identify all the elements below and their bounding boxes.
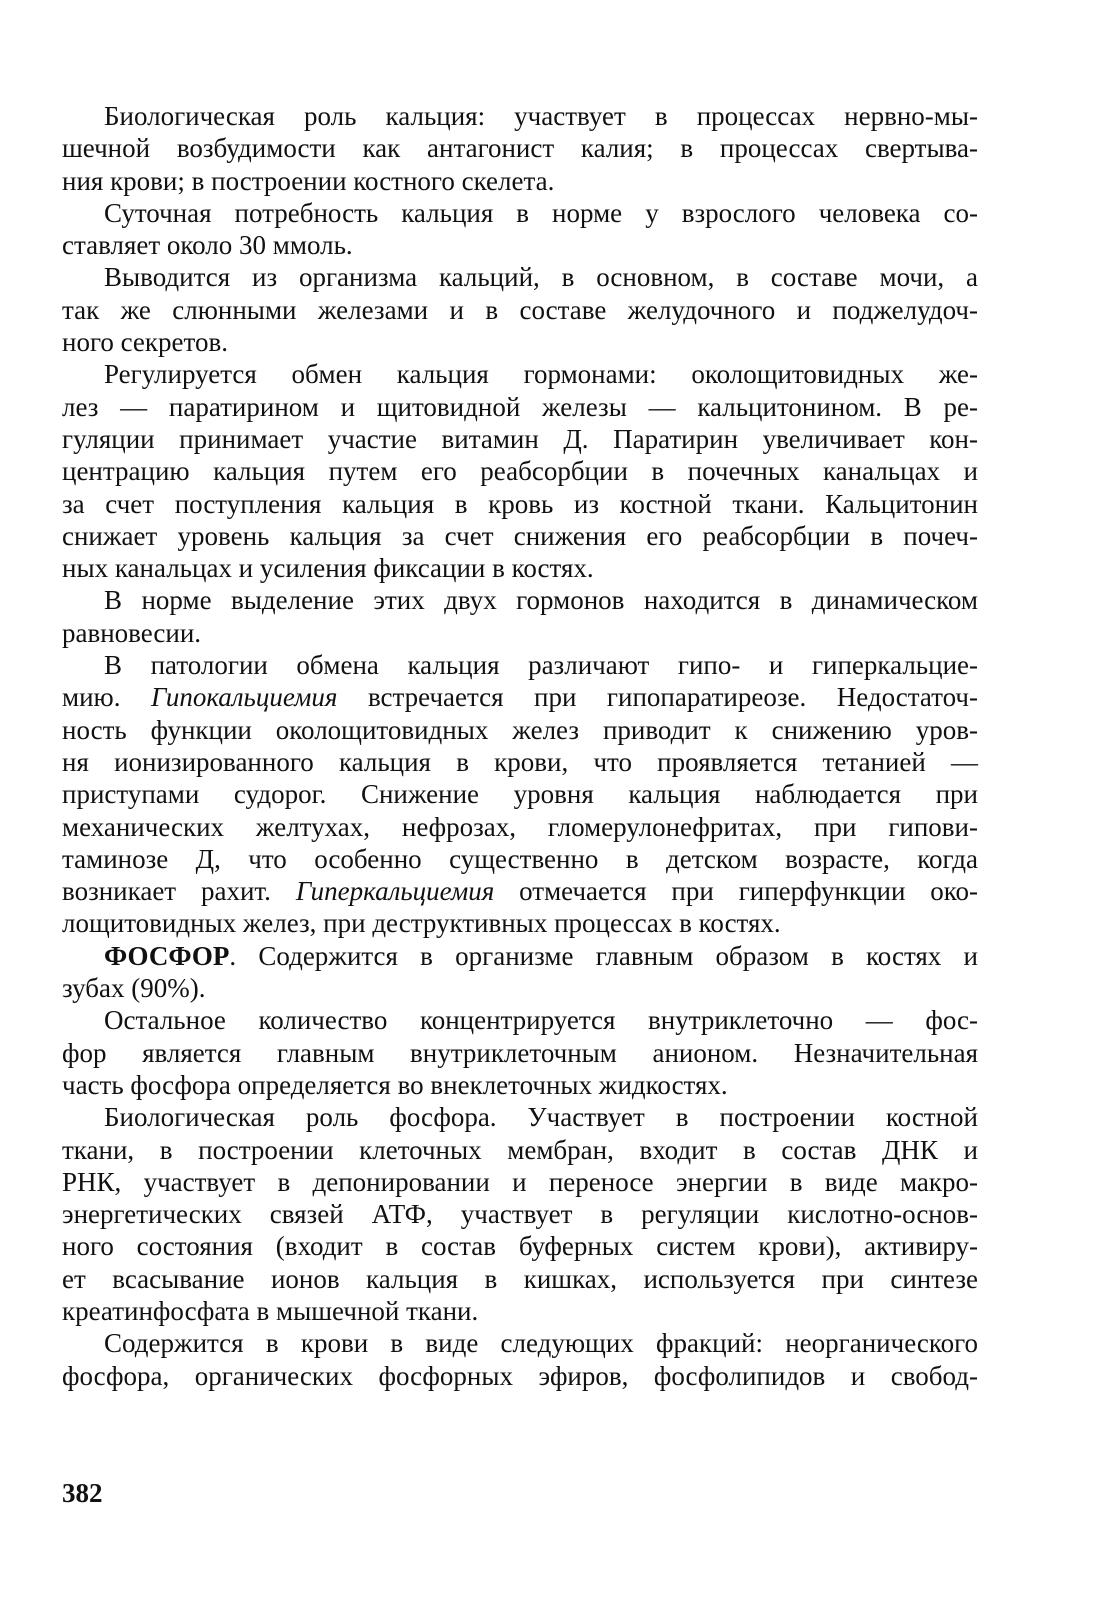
text-line: ность функции околощитовидных желез приводит к снижению уров-: [62, 714, 978, 745]
term-hypocalcemia: Гипокальциемия: [150, 682, 338, 713]
text-line: Биологическая роль фосфора. Участвует в построении костной: [104, 1102, 978, 1133]
text-line: В патологии обмена кальция различают гипо- и гиперкальцие-: [104, 650, 978, 681]
text-line: часть фосфора определяется во внеклеточных жидкостях.: [62, 1069, 728, 1100]
paragraph-blood-fractions: [62, 1327, 978, 1392]
text-line: ния крови; в построении костного скелета.: [62, 165, 555, 196]
text-line: снижает уровень кальция за счет снижения его реабсорбции в почеч-: [62, 520, 978, 551]
text-line: лез — паратирином и щитовидной железы — кальцитонином. В ре-: [62, 391, 978, 422]
text-fragment: . Содержится в организме главным образом в костях и: [229, 940, 978, 971]
paragraph-daily-need: [62, 197, 978, 262]
text-line: зубах (90%).: [62, 973, 206, 1004]
section-heading-phosphorus: ФОСФОР: [104, 940, 230, 971]
text-line: Содержится в крови в виде следующих фракций: неорганического: [104, 1328, 978, 1359]
text-line: Регулируется обмен кальция гормонами: околощитовидных же-: [104, 359, 978, 390]
text-line: Суточная потребность кальция в норме у взрослого человека со-: [104, 197, 978, 228]
paragraph-regulation: [62, 358, 978, 584]
body-text: [62, 100, 978, 1392]
text-line: ставляет около 30 ммоль.: [62, 230, 353, 261]
text-line: ет всасывание ионов кальция в кишках, используется при синтезе: [62, 1263, 978, 1294]
text-line: [62, 940, 978, 972]
text-line: фор является главным внутриклеточным анионом. Незначительная: [62, 1037, 978, 1068]
text-line: энергетических связей АТФ, участвует в регуляции кислотно-основ-: [62, 1199, 978, 1230]
text-line: фосфора, органических фосфорных эфиров, фосфолипидов и свобод-: [62, 1360, 978, 1391]
text-line: РНК, участвует в депонировании и переносе энергии в виде макро-: [62, 1166, 978, 1197]
paragraph-intracellular: [62, 1004, 978, 1101]
text-line: равновесии.: [62, 617, 202, 648]
text-line: Остальное количество концентрируется внутриклеточно — фос-: [104, 1005, 978, 1036]
text-line: таминозе Д, что особенно существенно в детском возрасте, когда: [62, 843, 978, 874]
text-line: за счет поступления кальция в кровь из костной ткани. Кальцитонин: [62, 488, 978, 519]
text-line: ткани, в построении клеточных мембран, входит в состав ДНК и: [62, 1134, 978, 1165]
paragraph-excretion: [62, 261, 978, 358]
text-line: [62, 681, 978, 713]
text-line: гуляции принимает участие витамин Д. Паратирин увеличивает кон-: [62, 423, 978, 454]
text-line: ного секретов.: [62, 327, 228, 358]
text-line: центрацию кальция путем его реабсорбции в почечных канальцах и: [62, 456, 978, 487]
text-line: ня ионизированного кальция в крови, что проявляется тетанией —: [62, 746, 978, 777]
paragraph-pathology: [62, 649, 978, 940]
text-line: механических желтухах, нефрозах, гломерулонефритах, при гипови-: [62, 811, 978, 842]
text-line: креатинфосфата в мышечной ткани.: [62, 1295, 479, 1326]
text-line: приступами судорог. Снижение уровня кальция наблюдается при: [62, 779, 978, 810]
term-hypercalcemia: Гиперкальциемия: [295, 876, 495, 907]
text-line: [62, 875, 978, 907]
paragraph-phosphorus: [62, 940, 978, 1005]
text-line: ных канальцах и усиления фиксации в костях.: [62, 553, 594, 584]
text-line: так же слюнными железами и в составе желудочного и поджелудоч-: [62, 294, 978, 325]
paragraph-phosphorus-role: [62, 1101, 978, 1327]
paragraph-calcium-role: [62, 100, 978, 197]
text-fragment: встречается при гипопаратиреозе. Недостаточ-: [367, 682, 978, 713]
paragraph-equilibrium: [62, 584, 978, 649]
text-line: В норме выделение этих двух гормонов находится в динамическом: [104, 585, 978, 616]
page-number: 382: [62, 1478, 103, 1508]
text-fragment: мию.: [62, 682, 121, 713]
text-line: Выводится из организма кальций, в основном, в составе мочи, а: [104, 262, 978, 293]
text-line: Биологическая роль кальция: участвует в процессах нервно-мы-: [104, 101, 978, 131]
text-fragment: отмечается при гиперфункции око-: [519, 876, 979, 907]
text-line: ного состояния (входит в состав буферных систем крови), активиру-: [62, 1231, 978, 1262]
text-line: шечной возбудимости как антагонист калия; в процессах свертыва-: [62, 133, 978, 164]
text-line: лощитовидных желез, при деструктивных процессах в костях.: [62, 908, 781, 939]
text-fragment: возникает рахит.: [62, 876, 271, 907]
